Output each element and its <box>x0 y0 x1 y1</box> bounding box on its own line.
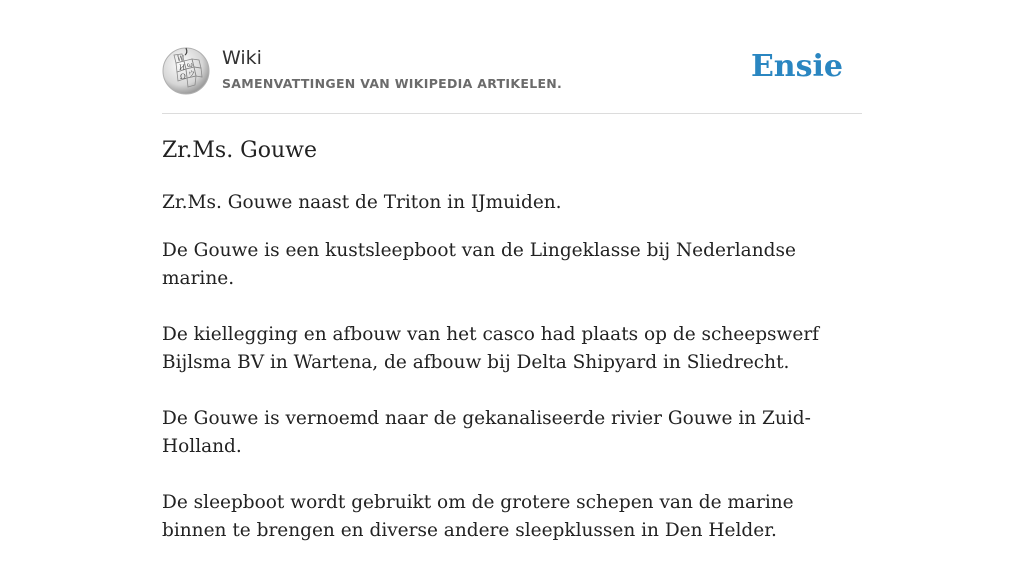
svg-text:ウ: ウ <box>188 70 195 78</box>
svg-text:И: И <box>179 64 186 72</box>
svg-text:ω: ω <box>187 61 193 69</box>
image-caption: Zr.Ms. Gouwe naast de Triton in IJmuiden. <box>162 192 562 213</box>
svg-text:Ω: Ω <box>180 73 186 81</box>
site-header <box>162 45 862 114</box>
wikipedia-globe-icon[interactable] <box>162 47 210 95</box>
paragraph: De Gouwe is vernoemd naar de gekanaliseerde rivier Gouwe in Zuid-Holland. <box>162 408 811 457</box>
site-tagline: SAMENVATTINGEN VAN WIKIPEDIA ARTIKELEN. <box>222 76 563 91</box>
brand-logo-link[interactable]: Ensie <box>750 49 843 84</box>
paragraph: De Gouwe is een kustsleepboot van de Lingeklasse bij Nederlandse marine. <box>162 240 796 289</box>
article-title: Zr.Ms. Gouwe <box>162 138 318 163</box>
paragraph: De kiellegging en afbouw van het casco had plaats op de scheepswerf Bijlsma BV in Wartena, de afbouw bij Delta Shipyard in Sliedrecht. <box>162 324 820 373</box>
svg-text:W: W <box>177 55 185 63</box>
article-body <box>162 237 862 573</box>
site-name[interactable]: Wiki <box>222 47 262 69</box>
paragraph: De sleepboot wordt gebruikt om de grotere schepen van de marine binnen te brengen en diverse andere sleepklussen in Den Helder. <box>162 492 794 541</box>
